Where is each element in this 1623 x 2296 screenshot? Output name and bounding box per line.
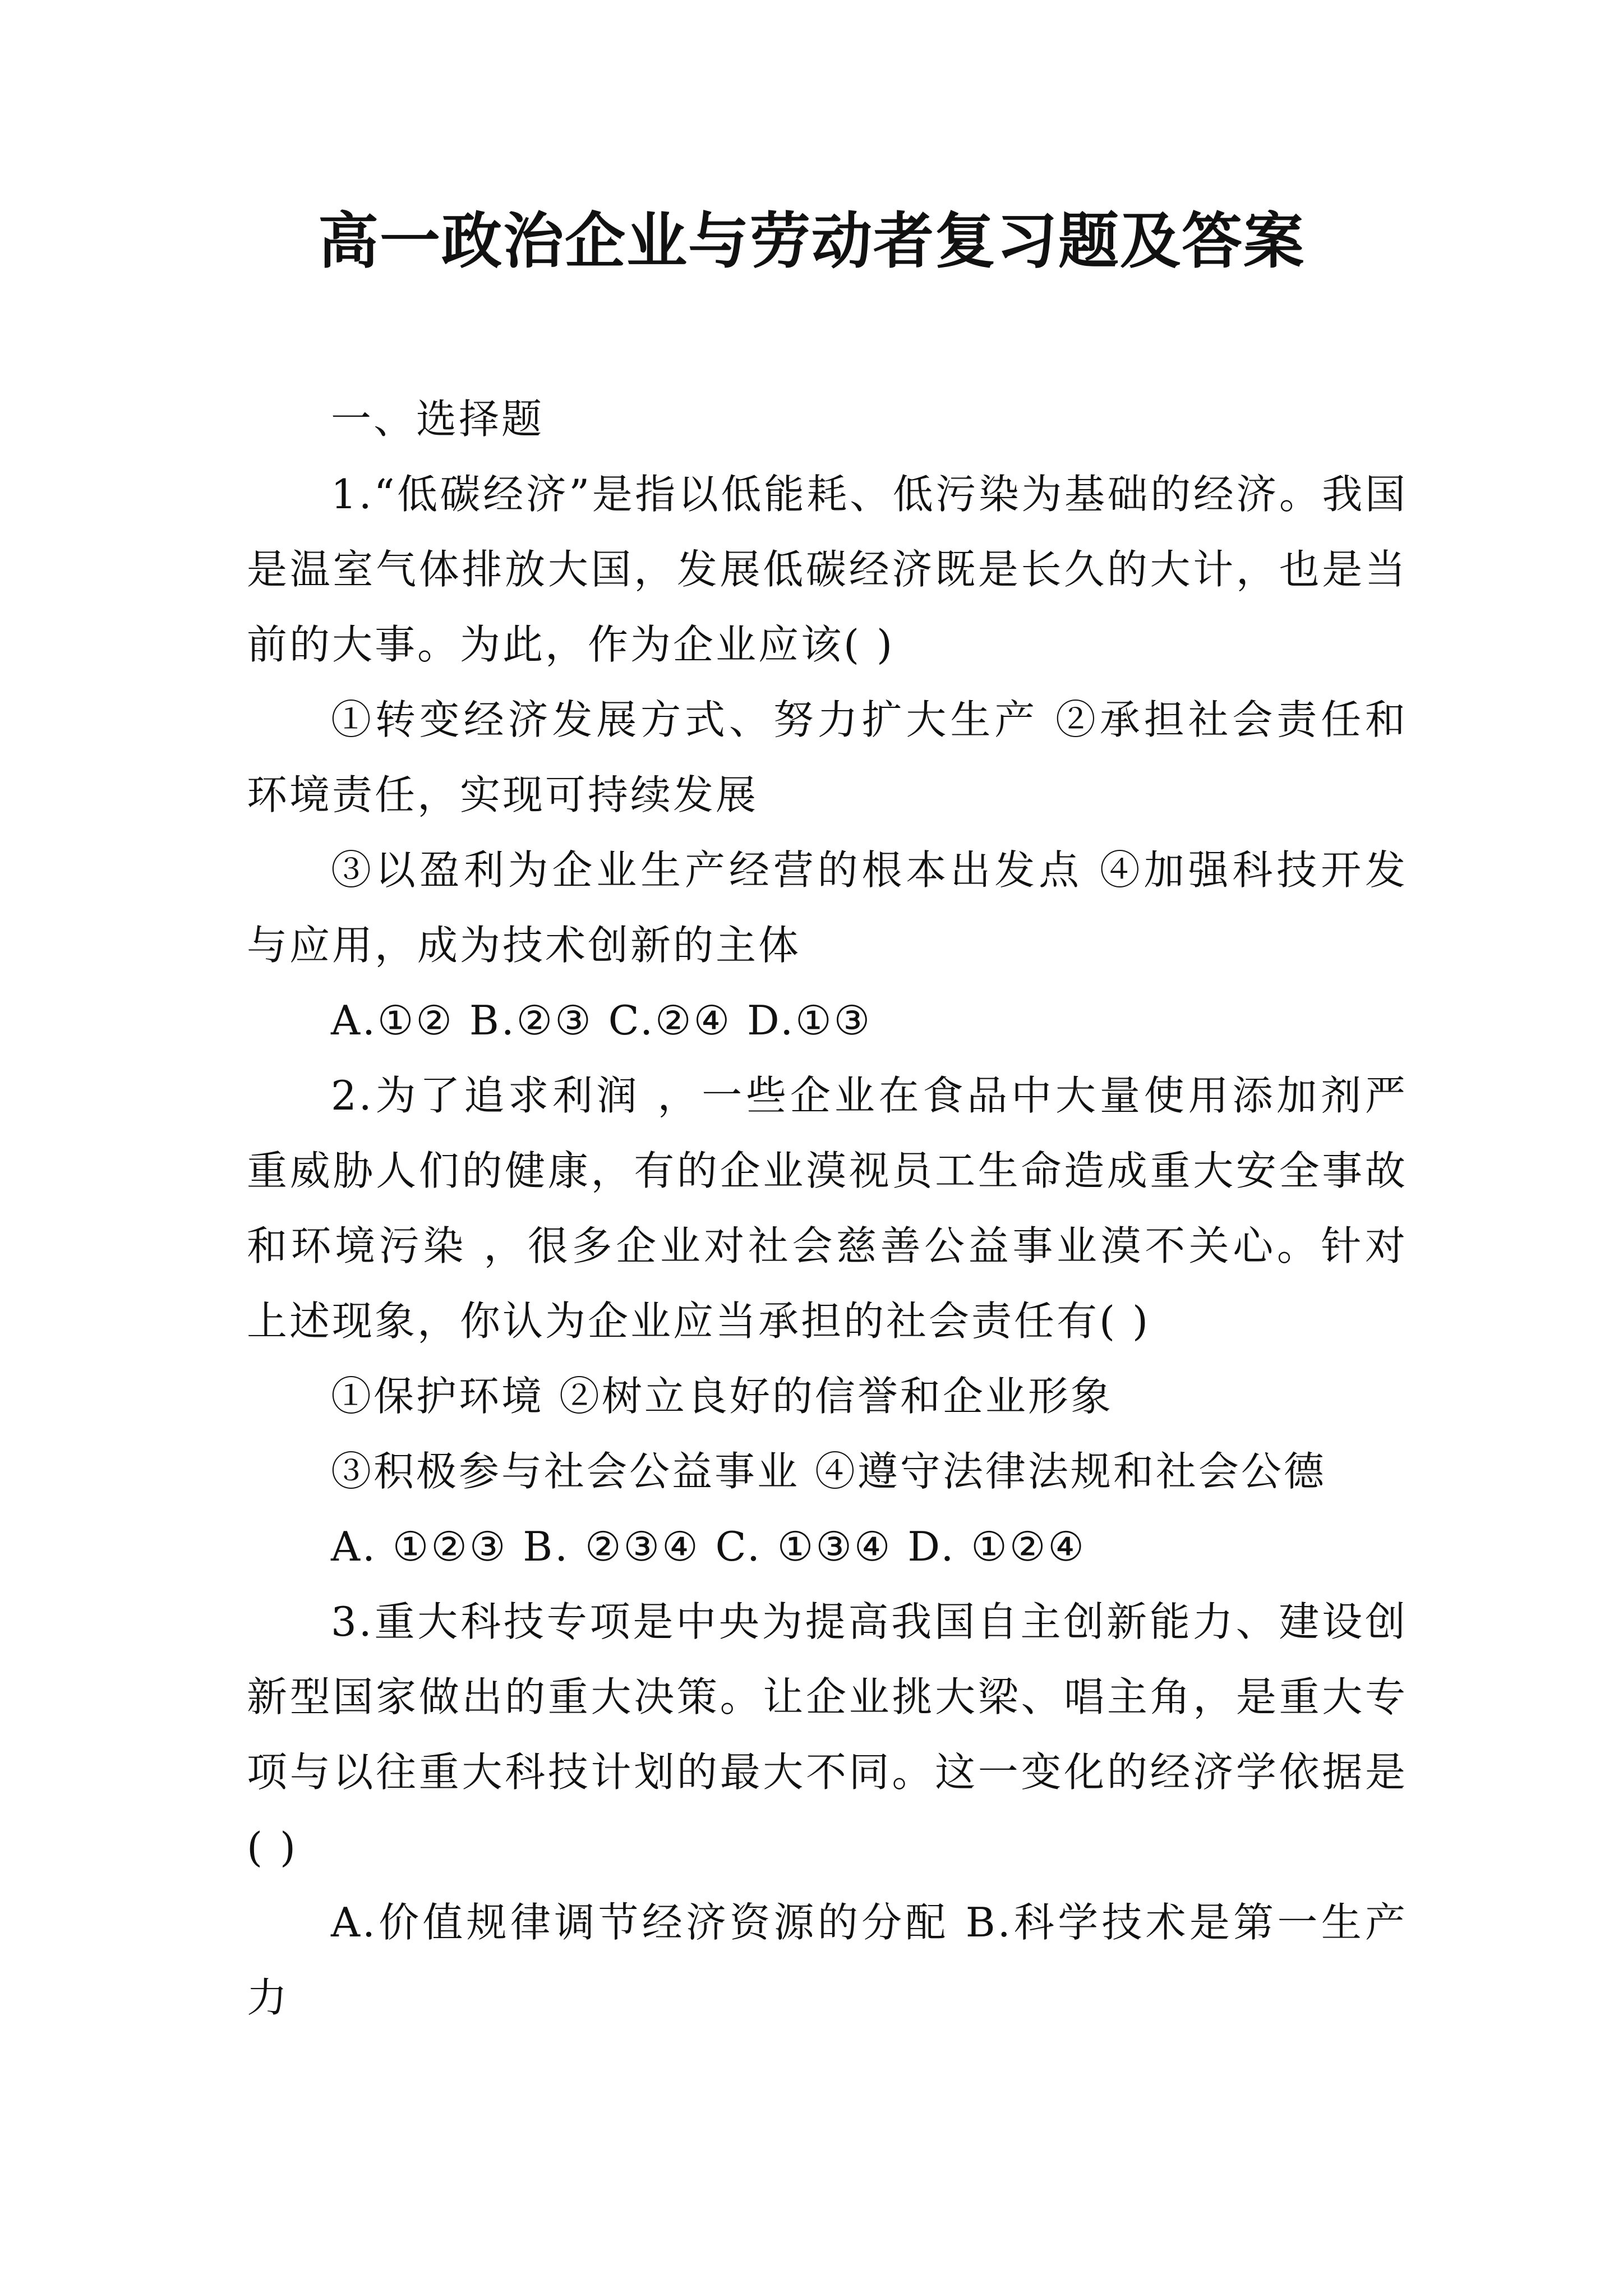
question-1-options-a: ①转变经济发展方式、努力扩大生产 ②承担社会责任和环境责任，实现可持续发展	[247, 696, 1408, 818]
question-2-choices: A. ①②③ B. ②③④ C. ①③④ D. ①②④	[331, 1523, 1086, 1570]
question-1-choices: A.①② B.②③ C.②④ D.①③	[331, 997, 873, 1044]
document-body	[247, 381, 1408, 2035]
question-2-options-b: ③积极参与社会公益事业 ④遵守法律法规和社会公德	[331, 1448, 1326, 1495]
question-3-stem: 3.重大科技专项是中央为提高我国自主创新能力、建设创新型国家做出的重大决策。让企业挑大梁、唱主角，是重大专项与以往重大科技计划的最大不同。这一变化的经济学依据是( )	[247, 1598, 1408, 1871]
question-2-options-a: ①保护环境 ②树立良好的信誉和企业形象	[331, 1373, 1113, 1420]
section-heading: 一、选择题	[331, 395, 545, 443]
question-2-stem: 2.为了追求利润 ，一些企业在食品中大量使用添加剂严重威胁人们的健康，有的企业漠视员工生命造成重大安全事故和环境污染 ，很多企业对社会慈善公益事业漠不关心。针对上述现象，你认为企业应当承担的社会责任有( )	[247, 1072, 1408, 1345]
question-1-options-b: ③以盈利为企业生产经营的根本出发点 ④加强科技开发与应用，成为技术创新的主体	[247, 846, 1408, 969]
question-3-choices: A.价值规律调节经济资源的分配 B.科学技术是第一生产力	[247, 1899, 1408, 2021]
document-title: 高一政治企业与劳动者复习题及答案	[317, 206, 1305, 277]
question-1-stem: 1.“低碳经济”是指以低能耗、低污染为基础的经济。我国是温室气体排放大国，发展低碳经济既是长久的大计，也是当前的大事。为此，作为企业应该( )	[247, 471, 1408, 668]
